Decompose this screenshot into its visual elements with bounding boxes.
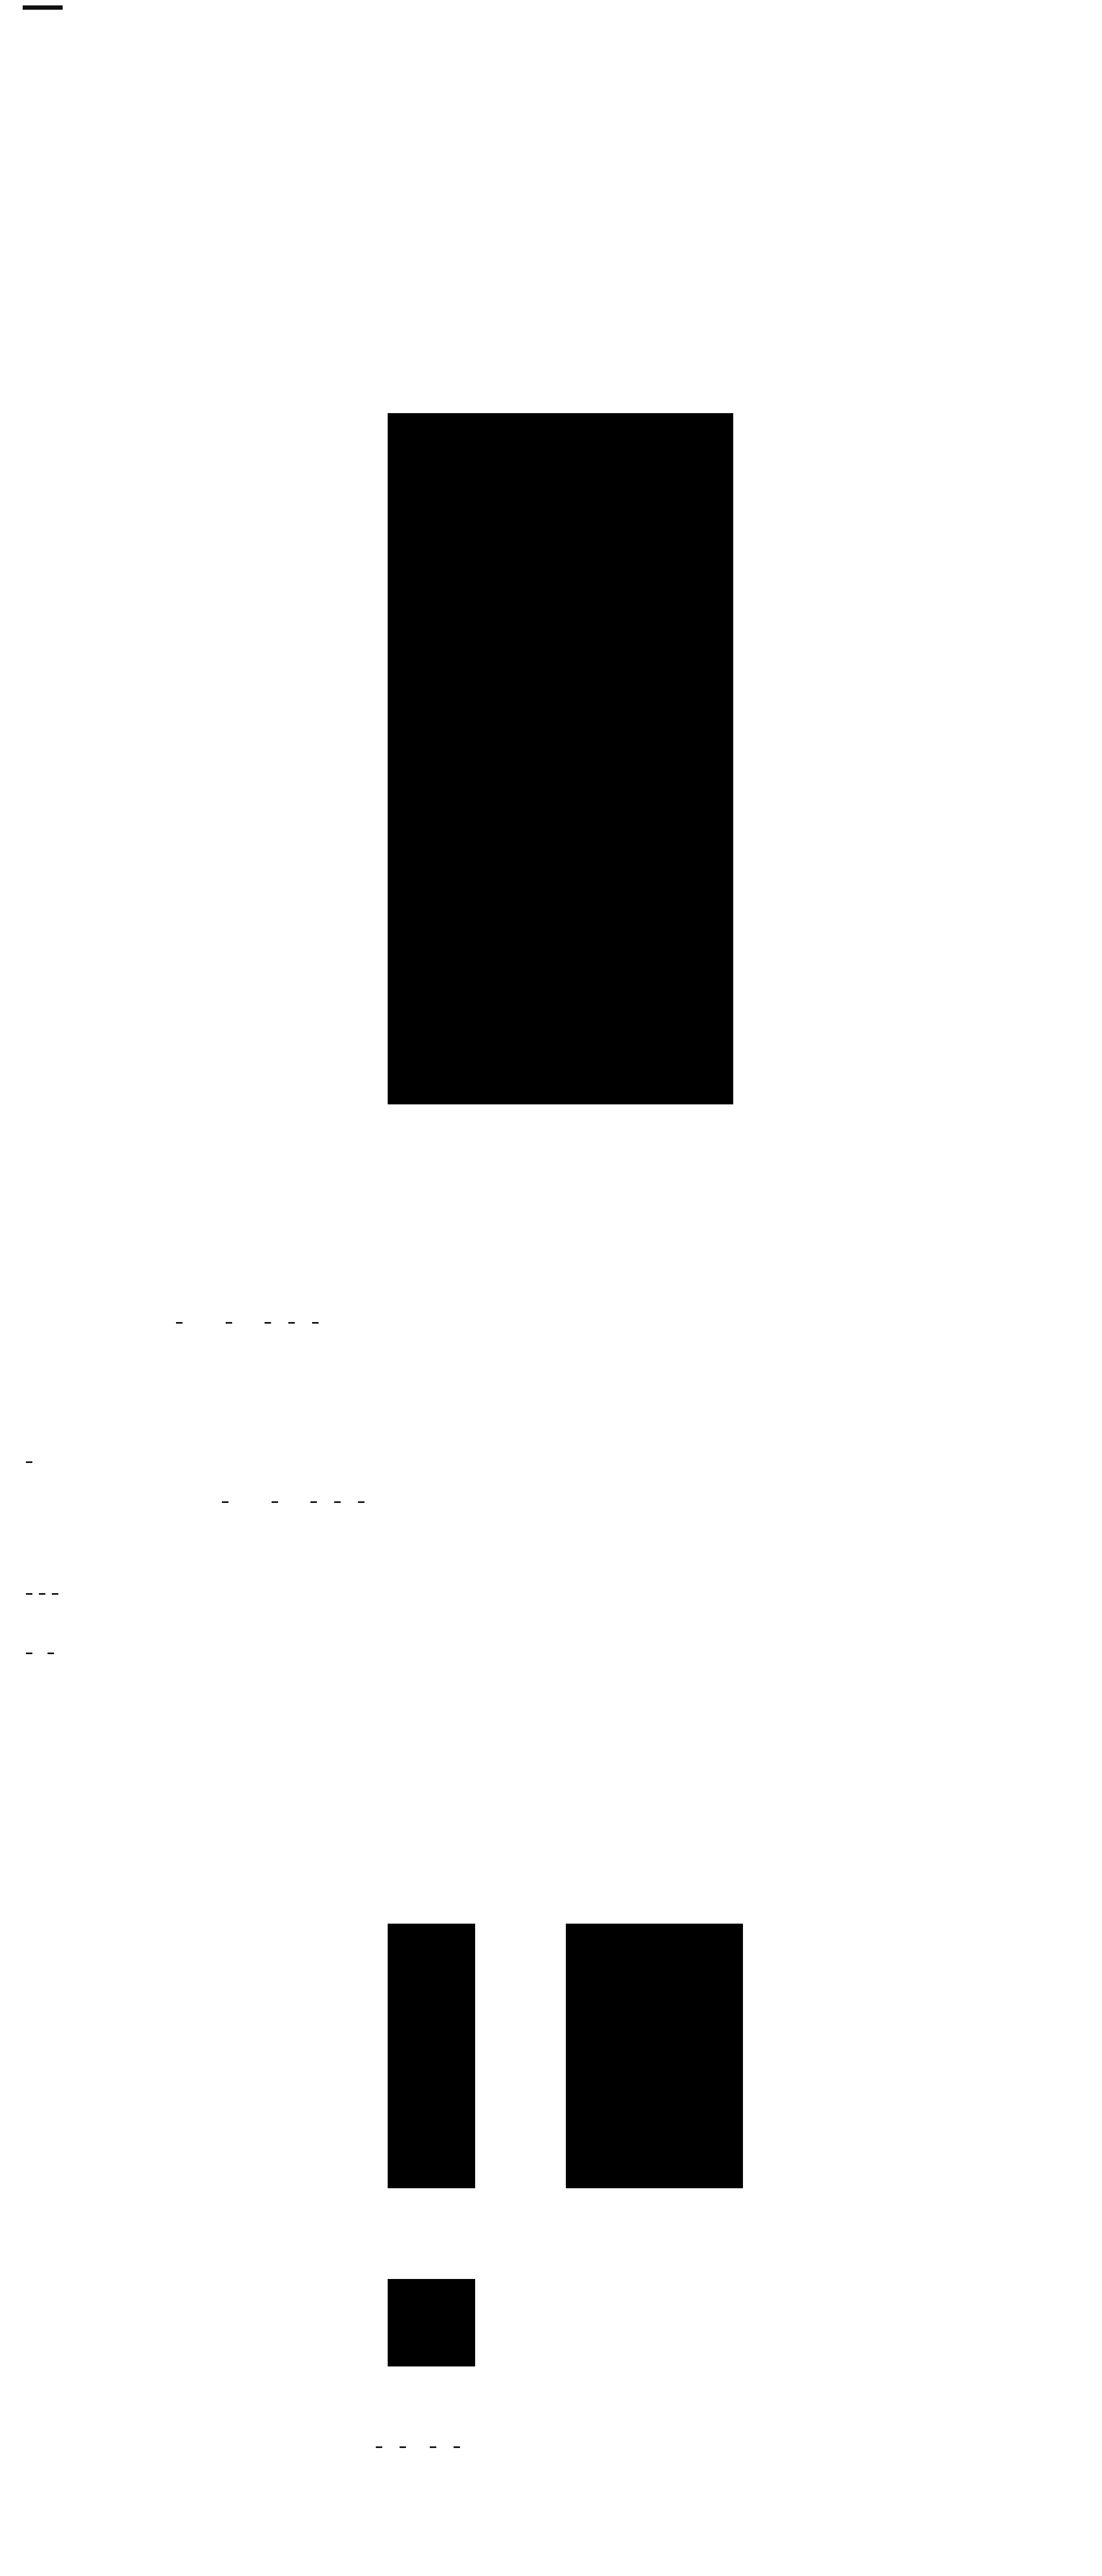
final-f3-num xyxy=(430,2446,436,2448)
final-f1-num xyxy=(376,2446,382,2448)
frac-s-n-inline xyxy=(26,1461,32,1463)
final-f2-num xyxy=(400,2446,406,2448)
ineq2-frac-m1-n xyxy=(358,1501,364,1503)
final-frac-2 xyxy=(400,2446,406,2448)
ineq1-r3-num xyxy=(312,1322,319,1324)
ineq1-frac-m-n xyxy=(265,1322,271,1324)
inequality-1 xyxy=(173,1322,322,1324)
para-area-b xyxy=(23,1461,36,1463)
ineq1-ab-n-num-2 xyxy=(226,1322,232,1324)
inequality-2 xyxy=(219,1501,368,1503)
final-frac-3 xyxy=(430,2446,436,2448)
ineq1-frac-ab-n xyxy=(176,1322,182,1324)
ineq1-ab-n-num xyxy=(176,1322,182,1324)
ineq2-frac-s-n xyxy=(222,1501,228,1503)
frac-ab1-ab-inline xyxy=(26,1593,32,1595)
ineq2-s-num xyxy=(222,1501,228,1503)
fig2-rect-a-b xyxy=(566,1924,743,2188)
ineq2-r3-num xyxy=(358,1501,364,1503)
final-equation xyxy=(373,2446,474,2448)
frac-s-num xyxy=(26,1461,32,1463)
frac-1-n-inline xyxy=(52,1593,58,1595)
figure-1 xyxy=(319,367,734,1172)
ineq2-frac-m-n xyxy=(310,1501,317,1503)
ineq2-s-num-2 xyxy=(272,1501,278,1503)
frac-ab1-ab-inline-2 xyxy=(26,1653,32,1654)
fig2-square xyxy=(388,2279,475,2366)
figure-2 xyxy=(324,1858,880,2398)
ineq2-r1-num xyxy=(310,1501,317,1503)
diff-one xyxy=(52,1593,58,1595)
para-diff xyxy=(23,1593,62,1595)
ineq1-frac-ab1-ab xyxy=(288,1322,295,1324)
ineq2-frac-s-n-2 xyxy=(272,1501,278,1503)
para-big xyxy=(23,1653,57,1654)
ineq1-r1-num xyxy=(265,1322,271,1324)
problem-number xyxy=(23,5,63,10)
frac-s1-s-inline-2 xyxy=(48,1653,54,1654)
final-f4-num xyxy=(454,2446,460,2448)
ineq1-frac-ab-n-2 xyxy=(226,1322,232,1324)
final-frac-4 xyxy=(454,2446,460,2448)
fig2-rect-a-1 xyxy=(388,1924,475,2188)
frac-s1-s-inline xyxy=(39,1593,45,1595)
ineq1-frac-m1-n xyxy=(312,1322,319,1324)
fig1-rect-abcd xyxy=(388,413,733,1104)
final-frac-1 xyxy=(376,2446,382,2448)
ineq2-frac-s1-s xyxy=(334,1501,341,1503)
